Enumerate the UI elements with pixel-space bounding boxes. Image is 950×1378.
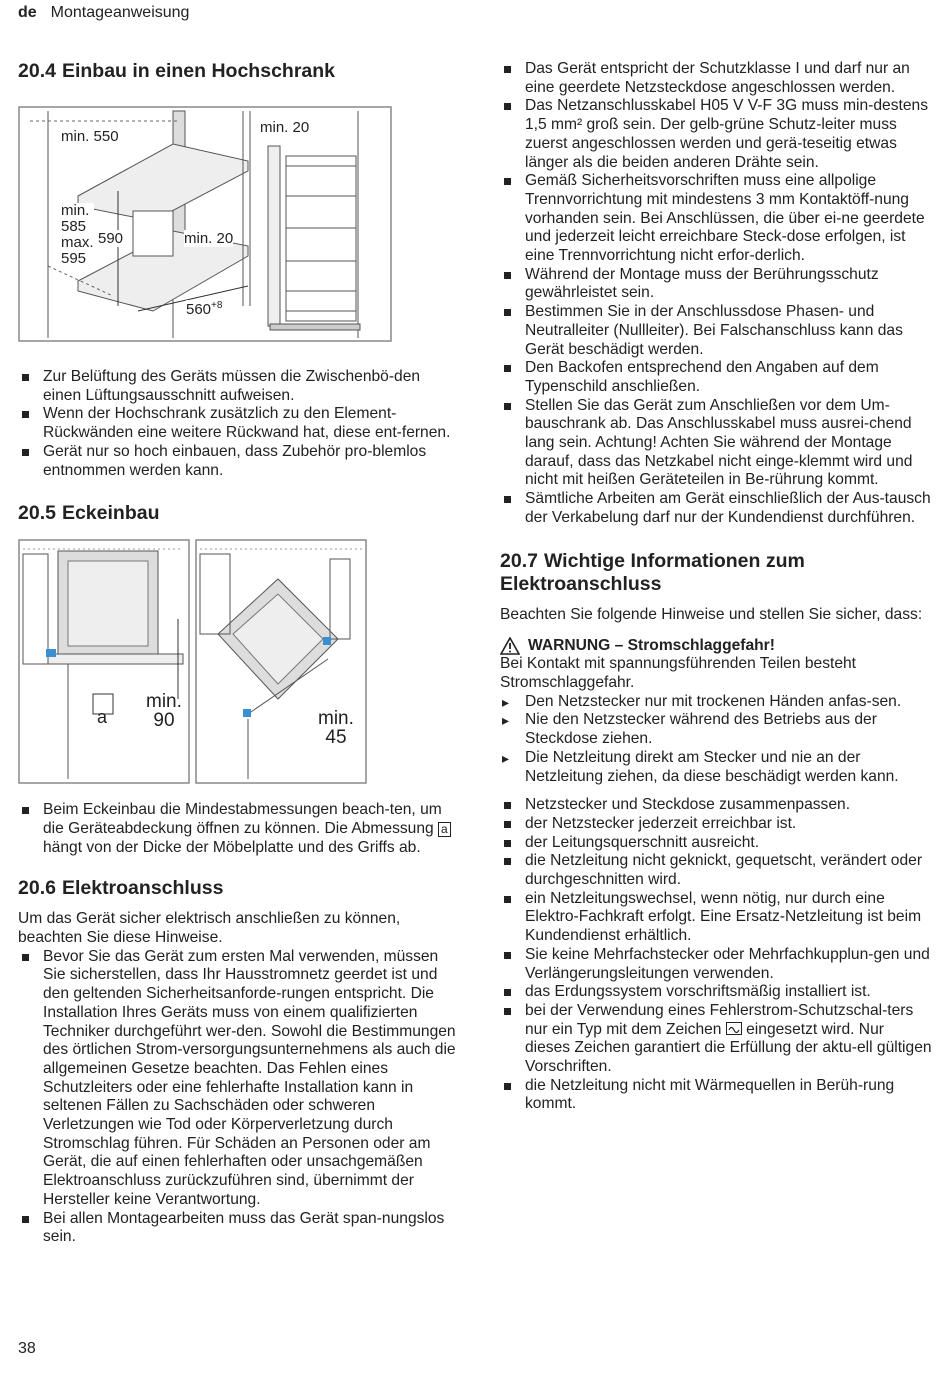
tall-cabinet-figure	[18, 106, 392, 342]
list-item: Bei allen Montagearbeiten muss das Gerät span-nungslos sein.	[18, 1210, 458, 1247]
list-item: Bestimmen Sie in der Anschlussdose Phasen- und Neutralleiter (Nullleiter). Bei Falschanschluss kann das Gerät beschädigt werden.	[500, 303, 932, 359]
dim-a-label: a	[97, 707, 108, 728]
warning-heading	[500, 636, 932, 655]
section-20-7-intro: Beachten Sie folgende Hinweise und stellen Sie sicher, dass:	[500, 605, 923, 623]
section-20-5-heading: 20.5 Eckeinbau	[18, 502, 160, 525]
warning-text: Bei Kontakt mit spannungsführenden Teilen besteht Stromschlaggefahr.	[500, 655, 857, 691]
list-item: bei der Verwendung eines Fehlerstrom-Schutzschal-ters nur ein Typ mit dem Zeichen eingesetzt wird. Nur dieses Zeichen garantiert die Erfüllung der aktu-ell gültigen Vorschriften.	[500, 1002, 932, 1077]
list-item: Sämtliche Arbeiten am Gerät einschließlich der Aus-tausch der Verkabelung darf nur der Kundendienst durchführen.	[500, 490, 932, 527]
section-20-4-heading: 20.4 Einbau in einen Hochschrank	[18, 60, 336, 82]
list-item: die Netzleitung nicht geknickt, gequetscht, verändert oder durchgeschnitten wird.	[500, 852, 932, 889]
list-item: Netzstecker und Steckdose zusammenpassen.	[500, 796, 932, 815]
warning-title: WARNUNG – Stromschlaggefahr!	[528, 637, 775, 655]
list-item: Zur Belüftung des Geräts müssen die Zwischenbö-den einen Lüftungsausschnitt aufweisen.	[18, 368, 458, 405]
language-code: de	[18, 4, 37, 21]
list-item: Wenn der Hochschrank zusätzlich zu den Element-Rückwänden eine weitere Rückwand hat, diese ent-fernen.	[18, 405, 458, 442]
list-item: Beim Eckeinbau die Mindestabmessungen beach-ten, um die Geräteabdeckung öffnen zu können. Die Abmessung a hängt von der Dicke der Möbelplatte und des Griffs ab.	[18, 801, 458, 857]
dim-min-20-top: min. 20	[260, 119, 310, 136]
list-item: der Netzstecker jederzeit erreichbar ist.	[500, 815, 932, 834]
list-item: der Leitungsquerschnitt ausreicht.	[500, 834, 932, 853]
step-item: ▸ Den Netzstecker nur mit trockenen Händen anfas-sen.	[500, 693, 932, 712]
dim-min-550: min. 550	[61, 128, 119, 145]
list-item: Während der Montage muss der Berührungsschutz gewährleistet sein.	[500, 266, 932, 303]
warning-steps	[500, 693, 932, 787]
dim-min-90: min. 90	[146, 691, 182, 732]
list-item: Gerät nur so hoch einbauen, dass Zubehör pro-blemlos entnommen werden kann.	[18, 443, 458, 480]
section-20-6-list-continued	[500, 60, 932, 528]
list-item: Das Netzanschlusskabel H05 V V-F 3G muss min-destens 1,5 mm² groß sein. Der gelb-grüne Schutz-leiter muss zuerst angeschlossen werden und gerä-teseitig etwas länger als die beiden anderen Drähte sein.	[500, 97, 932, 172]
list-item: Das Gerät entspricht der Schutzklasse I und darf nur an eine geerdete Netzsteckdose angeschlossen werden.	[500, 60, 932, 97]
page-header	[18, 4, 189, 22]
page-number: 38	[18, 1340, 36, 1357]
list-item: die Netzleitung nicht mit Wärmequellen in Berüh-rung kommt.	[500, 1077, 932, 1114]
header-title: Montageanweisung	[50, 4, 190, 21]
list-item: Den Backofen entsprechend den Angaben auf dem Typenschild anschließen.	[500, 359, 932, 396]
step-item: ▸ Die Netzleitung direkt am Stecker und nie an der Netzleitung ziehen, da diese beschädigt werden kann.	[500, 749, 932, 786]
dim-min-20-mid: min. 20	[184, 230, 234, 247]
section-20-7-heading: 20.7 Wichtige Informationen zum Elektroanschluss	[500, 549, 805, 595]
corner-install-drawing	[18, 539, 378, 784]
section-20-6-intro: Um das Gerät sicher elektrisch anschließen zu können, beachten Sie diese Hinweise.	[18, 910, 401, 947]
warning-triangle-icon	[500, 637, 520, 655]
dimension-a-symbol: a	[438, 822, 451, 837]
rcd-type-symbol-icon	[726, 1022, 742, 1035]
dim-560: $560^{+8}$	[186, 300, 223, 318]
dim-585-595: min. 585 max. 595	[61, 202, 94, 267]
list-item: Sie keine Mehrfachstecker oder Mehrfachkupplun-gen und Verlängerungsleitungen verwenden.	[500, 946, 932, 983]
step-item: ▸ Nie den Netzstecker während des Betriebs aus der Steckdose ziehen.	[500, 711, 932, 748]
section-20-7-list	[500, 796, 932, 1114]
list-item: das Erdungssystem vorschriftsmäßig installiert ist.	[500, 983, 932, 1002]
corner-install-figures	[18, 539, 378, 784]
list-item: ein Netzleitungswechsel, wenn nötig, nur durch eine Elektro-Fachkraft erfolgt. Eine Ersatz-Netzleitung ist beim Kundendienst erhältlich.	[500, 890, 932, 946]
section-20-6-heading: 20.6 Elektroanschluss	[18, 877, 224, 900]
dim-590: 590	[98, 230, 124, 247]
section-20-5-list	[18, 801, 458, 857]
list-item: Stellen Sie das Gerät zum Anschließen vor dem Um-bauschrank ab. Das Anschlusskabel muss ausrei-chend lang sein. Achtung! Achten Sie während der Montage darauf, dass das Netzkabel nicht einge-klemmt wird und nicht mit heißen Geräteteilen in Be-rührung kommt.	[500, 397, 932, 491]
list-item: Bevor Sie das Gerät zum ersten Mal verwenden, müssen Sie sicherstellen, dass Ihr Hausstromnetz geerdet ist und den geltenden Sicherheitsanforde-rungen entspricht. Die Installation Ihres Geräts muss von einem qualifizierten Techniker durchgeführt wer-den. Sowohl die Bestimmungen des örtlichen Strom-versorgungsunternehmens als auch die allgemeinen Gesetze beachten. Das Fehlen eines Schutzleiters oder eine fehlerhafte Installation kann in seltenen Fällen zu Sachschäden oder schweren Verletzungen wie Tod oder Körperverletzung durch Stromschlag führen. Für Schäden an Personen oder am Gerät, die auf einen fehlerhaften oder unsachgemäßen Elektroanschluss zurückzuführen sind, übernimmt der Hersteller keine Verantwortung.	[18, 948, 458, 1210]
list-item: Gemäß Sicherheitsvorschriften muss eine allpolige Trennvorrichtung mit mindestens 3 mm Kontaktöff-nung vorhanden sein. Bei Anschlüssen, die über ei-ne geerdete und jederzeit leicht erreichbare Steck-dose erfolgen, ist eine Trennvorrichtung nicht erfor-derlich.	[500, 172, 932, 266]
left-column	[18, 60, 458, 1247]
section-20-6-list	[18, 948, 458, 1247]
dim-min-45: min. 45	[318, 708, 354, 749]
right-column	[500, 60, 932, 1114]
section-20-4-list	[18, 368, 458, 480]
